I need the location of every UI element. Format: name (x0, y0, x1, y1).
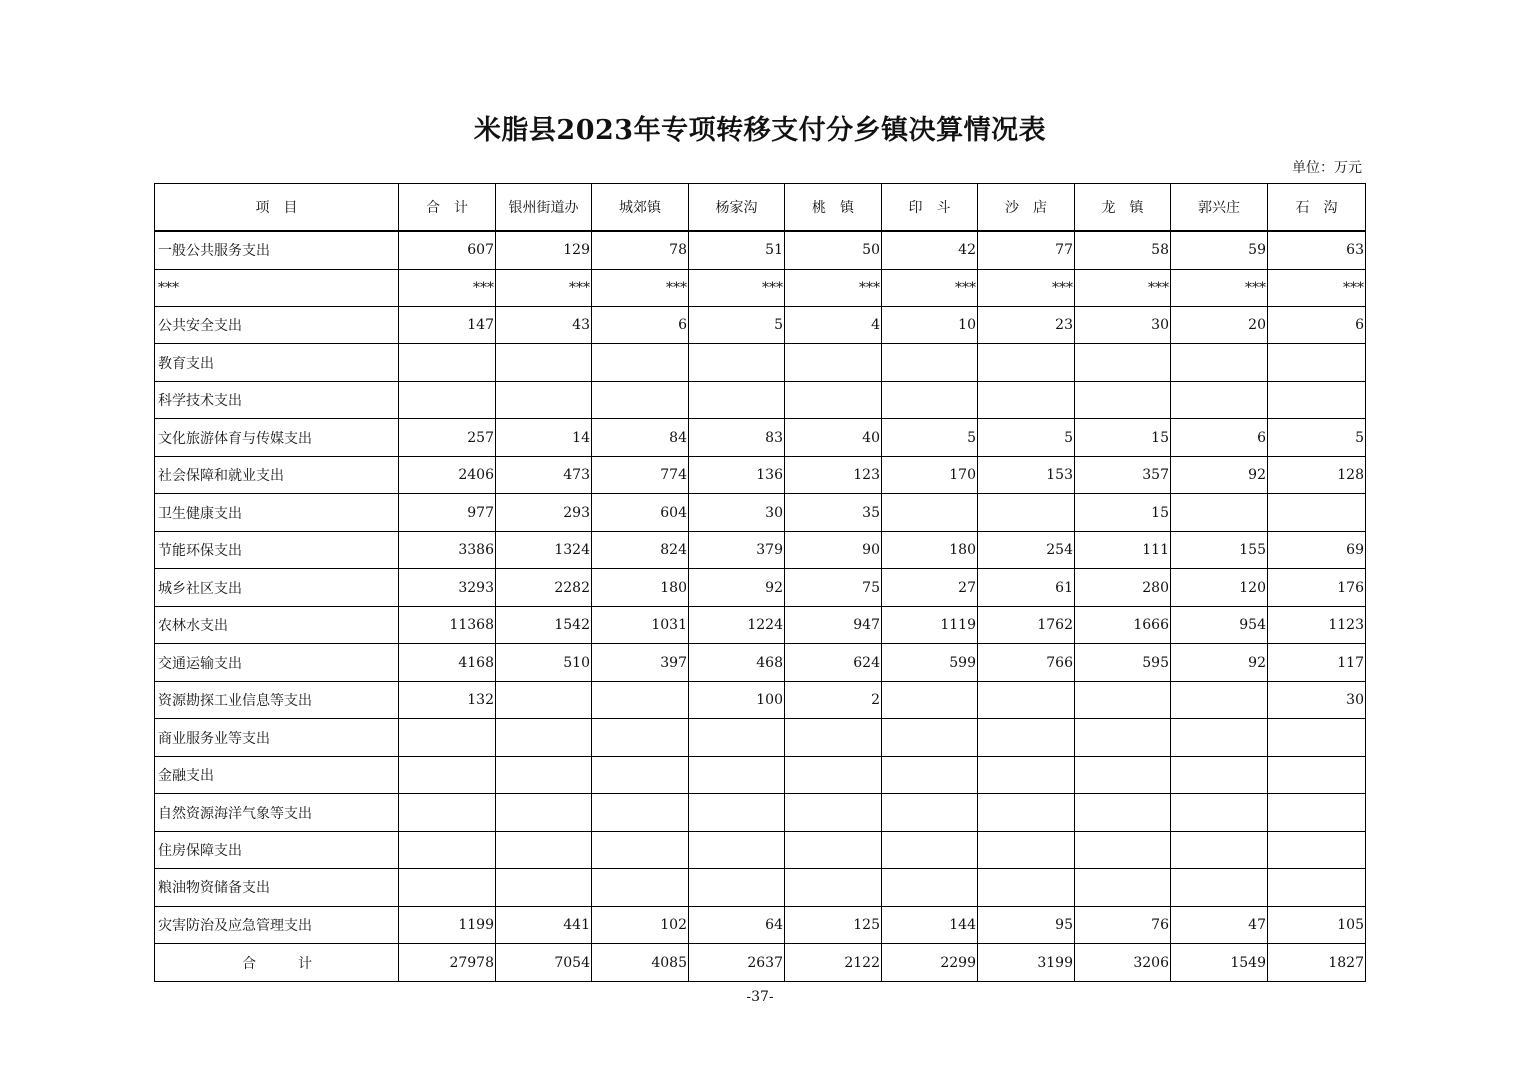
table-cell (1268, 756, 1366, 793)
table-cell (785, 756, 882, 793)
table-cell (689, 869, 785, 906)
table-cell: 132 (399, 681, 496, 718)
table-cell: 954 (1171, 606, 1268, 643)
table-cell (785, 794, 882, 831)
table-row (155, 719, 1366, 756)
column-header: 银州街道办 (496, 184, 592, 232)
row-label: 科学技术支出 (155, 381, 399, 418)
table-cell: 147 (399, 306, 496, 343)
table-cell (399, 756, 496, 793)
column-header: 城郊镇 (592, 184, 689, 232)
table-cell (1075, 381, 1171, 418)
table-cell (689, 381, 785, 418)
table-cell: *** (399, 269, 496, 306)
table-cell: 35 (785, 494, 882, 531)
table-cell: 2282 (496, 569, 592, 606)
unit-label: 单位：万元 (1292, 160, 1362, 176)
table-cell: 129 (496, 231, 592, 269)
total-label: 合 计 (155, 944, 399, 982)
table-cell (1171, 719, 1268, 756)
row-label: 灾害防治及应急管理支出 (155, 906, 399, 943)
row-label: 商业服务业等支出 (155, 719, 399, 756)
table-cell: 3386 (399, 531, 496, 568)
table-row (155, 906, 1366, 943)
table-cell: 473 (496, 456, 592, 493)
table-cell (496, 869, 592, 906)
table-cell: 510 (496, 644, 592, 681)
table-cell (1268, 719, 1366, 756)
table-cell (1171, 681, 1268, 718)
table-cell: *** (1171, 269, 1268, 306)
table-cell: 6 (1171, 419, 1268, 456)
table-cell (1268, 794, 1366, 831)
table-cell (1268, 344, 1366, 381)
table-cell: 77 (978, 231, 1075, 269)
table-cell (1075, 719, 1171, 756)
table-cell (592, 344, 689, 381)
table-cell (496, 681, 592, 718)
row-label: 资源勘探工业信息等支出 (155, 681, 399, 718)
table-cell (785, 381, 882, 418)
table-cell: 76 (1075, 906, 1171, 943)
table-cell: 40 (785, 419, 882, 456)
table-cell: 100 (689, 681, 785, 718)
row-label: 公共安全支出 (155, 306, 399, 343)
table-cell: *** (978, 269, 1075, 306)
table-cell: 379 (689, 531, 785, 568)
table-cell (1075, 756, 1171, 793)
table-cell (496, 756, 592, 793)
table-row (155, 606, 1366, 643)
table-cell: *** (689, 269, 785, 306)
table-cell: 180 (882, 531, 978, 568)
table-cell: 766 (978, 644, 1075, 681)
table-cell (978, 756, 1075, 793)
table-cell (689, 794, 785, 831)
total-cell: 2637 (689, 944, 785, 982)
table-cell: 6 (1268, 306, 1366, 343)
table-cell (1171, 794, 1268, 831)
total-cell: 7054 (496, 944, 592, 982)
table-cell (496, 794, 592, 831)
table-cell: 78 (592, 231, 689, 269)
table-cell: 95 (978, 906, 1075, 943)
row-label: 粮油物资储备支出 (155, 869, 399, 906)
table-cell: *** (1075, 269, 1171, 306)
table-row (155, 869, 1366, 906)
table-cell: 468 (689, 644, 785, 681)
table-cell: 1123 (1268, 606, 1366, 643)
table-cell (882, 794, 978, 831)
table-cell: 170 (882, 456, 978, 493)
table-cell (1075, 794, 1171, 831)
table-cell (399, 381, 496, 418)
table-cell (1268, 381, 1366, 418)
table-cell: 2 (785, 681, 882, 718)
table-cell (882, 869, 978, 906)
column-header-item: 项 目 (155, 184, 399, 232)
total-row (155, 944, 1366, 982)
total-cell: 27978 (399, 944, 496, 982)
table-cell: 14 (496, 419, 592, 456)
table-cell: 23 (978, 306, 1075, 343)
table-cell (785, 719, 882, 756)
page-number: -37- (746, 989, 774, 1005)
table-row (155, 419, 1366, 456)
table-cell (882, 681, 978, 718)
table-cell (978, 869, 1075, 906)
table-cell (1171, 869, 1268, 906)
table-cell: *** (882, 269, 978, 306)
table-cell: 1762 (978, 606, 1075, 643)
table-cell: 47 (1171, 906, 1268, 943)
table-body (155, 231, 1366, 982)
column-header: 桃 镇 (785, 184, 882, 232)
row-label: 教育支出 (155, 344, 399, 381)
total-cell: 2299 (882, 944, 978, 982)
table-cell: 144 (882, 906, 978, 943)
table-cell: 120 (1171, 569, 1268, 606)
table-cell: *** (1268, 269, 1366, 306)
column-header: 合 计 (399, 184, 496, 232)
column-header: 郭兴庄 (1171, 184, 1268, 232)
table-cell: 5 (689, 306, 785, 343)
table-cell: 90 (785, 531, 882, 568)
table-row (155, 231, 1366, 269)
table-cell: 824 (592, 531, 689, 568)
table-cell (785, 831, 882, 868)
table-cell (978, 681, 1075, 718)
table-cell (978, 831, 1075, 868)
table-cell (1171, 831, 1268, 868)
table-cell: 5 (978, 419, 1075, 456)
table-cell (592, 681, 689, 718)
table-cell (399, 719, 496, 756)
table-cell: 257 (399, 419, 496, 456)
table-cell (1268, 494, 1366, 531)
column-header: 石 沟 (1268, 184, 1366, 232)
table-cell: 15 (1075, 494, 1171, 531)
table-cell (882, 719, 978, 756)
table-cell (592, 794, 689, 831)
row-label: 文化旅游体育与传媒支出 (155, 419, 399, 456)
table-row (155, 644, 1366, 681)
table-cell: 64 (689, 906, 785, 943)
table-cell (882, 831, 978, 868)
table-cell: 180 (592, 569, 689, 606)
table-cell: 10 (882, 306, 978, 343)
column-header: 沙 店 (978, 184, 1075, 232)
table-cell: 1031 (592, 606, 689, 643)
table-cell: 5 (1268, 419, 1366, 456)
table-cell (689, 719, 785, 756)
table-cell: 599 (882, 644, 978, 681)
row-label: 交通运输支出 (155, 644, 399, 681)
table-cell (978, 794, 1075, 831)
table-cell: 155 (1171, 531, 1268, 568)
row-label: 金融支出 (155, 756, 399, 793)
table-cell: 30 (1268, 681, 1366, 718)
table-cell: 1666 (1075, 606, 1171, 643)
table-cell: 51 (689, 231, 785, 269)
table-cell: 1119 (882, 606, 978, 643)
table-cell (1268, 831, 1366, 868)
table-cell (592, 381, 689, 418)
table-cell: 624 (785, 644, 882, 681)
table-cell: 27 (882, 569, 978, 606)
table-cell: 357 (1075, 456, 1171, 493)
table-cell (785, 869, 882, 906)
table-row (155, 381, 1366, 418)
row-label: 住房保障支出 (155, 831, 399, 868)
row-label: *** (155, 269, 399, 306)
table-row (155, 344, 1366, 381)
table-cell (496, 344, 592, 381)
table-cell: 1324 (496, 531, 592, 568)
table-cell (1268, 869, 1366, 906)
table-cell (689, 344, 785, 381)
table-cell (882, 494, 978, 531)
row-label: 一般公共服务支出 (155, 231, 399, 269)
row-label: 城乡社区支出 (155, 569, 399, 606)
table-cell (785, 344, 882, 381)
table-cell: 595 (1075, 644, 1171, 681)
table-cell: *** (496, 269, 592, 306)
table-cell (1171, 344, 1268, 381)
table-row (155, 831, 1366, 868)
table-cell: 50 (785, 231, 882, 269)
table-cell (978, 344, 1075, 381)
total-cell: 4085 (592, 944, 689, 982)
table-cell: 43 (496, 306, 592, 343)
row-label: 农林水支出 (155, 606, 399, 643)
table-cell: 92 (1171, 644, 1268, 681)
table-cell: 105 (1268, 906, 1366, 943)
table-cell: 4 (785, 306, 882, 343)
table-cell: 125 (785, 906, 882, 943)
column-header: 印 斗 (882, 184, 978, 232)
table-header (155, 184, 1366, 232)
table-cell: 84 (592, 419, 689, 456)
table-cell (496, 831, 592, 868)
total-cell: 2122 (785, 944, 882, 982)
table-row (155, 306, 1366, 343)
table-cell: 977 (399, 494, 496, 531)
table-cell: 15 (1075, 419, 1171, 456)
table-cell (592, 719, 689, 756)
table-cell: 30 (689, 494, 785, 531)
table-cell (1075, 831, 1171, 868)
total-cell: 1549 (1171, 944, 1268, 982)
table-row (155, 794, 1366, 831)
row-label: 社会保障和就业支出 (155, 456, 399, 493)
table-cell: 92 (1171, 456, 1268, 493)
table-cell (399, 794, 496, 831)
table-cell: 153 (978, 456, 1075, 493)
table-cell (689, 831, 785, 868)
table-cell: 774 (592, 456, 689, 493)
table-cell: 293 (496, 494, 592, 531)
table-cell: 2406 (399, 456, 496, 493)
total-cell: 3206 (1075, 944, 1171, 982)
table-cell: 123 (785, 456, 882, 493)
table-row (155, 681, 1366, 718)
table-cell: 4168 (399, 644, 496, 681)
table-cell: 102 (592, 906, 689, 943)
table-cell (399, 344, 496, 381)
table-cell (399, 869, 496, 906)
table-cell: 59 (1171, 231, 1268, 269)
table-cell: 20 (1171, 306, 1268, 343)
column-header: 龙 镇 (1075, 184, 1171, 232)
table-cell: 441 (496, 906, 592, 943)
table-cell: 58 (1075, 231, 1171, 269)
table-cell: 6 (592, 306, 689, 343)
table-cell (592, 831, 689, 868)
table-cell: 3293 (399, 569, 496, 606)
table-row (155, 456, 1366, 493)
table-cell: 128 (1268, 456, 1366, 493)
table-cell (1171, 494, 1268, 531)
table-cell: 75 (785, 569, 882, 606)
table-cell: 92 (689, 569, 785, 606)
table-cell: 83 (689, 419, 785, 456)
table-cell: 111 (1075, 531, 1171, 568)
table-cell: 604 (592, 494, 689, 531)
table-cell: 63 (1268, 231, 1366, 269)
table-cell: 42 (882, 231, 978, 269)
table-cell (978, 719, 1075, 756)
table-cell (496, 719, 592, 756)
table-cell: 11368 (399, 606, 496, 643)
table-cell: 5 (882, 419, 978, 456)
table-cell: 136 (689, 456, 785, 493)
header-row (155, 184, 1366, 232)
table-cell: 280 (1075, 569, 1171, 606)
table-cell (1075, 344, 1171, 381)
table-cell: 1542 (496, 606, 592, 643)
table-cell: *** (592, 269, 689, 306)
table-cell: 1224 (689, 606, 785, 643)
total-cell: 1827 (1268, 944, 1366, 982)
table-row (155, 531, 1366, 568)
row-label: 卫生健康支出 (155, 494, 399, 531)
table-cell (978, 494, 1075, 531)
table-row (155, 494, 1366, 531)
table-cell: 117 (1268, 644, 1366, 681)
table-cell (882, 756, 978, 793)
table-row (155, 269, 1366, 306)
table-cell: 69 (1268, 531, 1366, 568)
table-cell (592, 756, 689, 793)
table-cell (1075, 681, 1171, 718)
table-cell (592, 869, 689, 906)
table-cell (496, 381, 592, 418)
table-row (155, 756, 1366, 793)
row-label: 自然资源海洋气象等支出 (155, 794, 399, 831)
table-cell: 254 (978, 531, 1075, 568)
table-cell: 1199 (399, 906, 496, 943)
table-cell (882, 344, 978, 381)
table-cell (689, 756, 785, 793)
row-label: 节能环保支出 (155, 531, 399, 568)
table-cell: 397 (592, 644, 689, 681)
table-cell (1171, 756, 1268, 793)
page-title: 米脂县2023年专项转移支付分乡镇决算情况表 (473, 115, 1047, 146)
table-row (155, 569, 1366, 606)
table-cell (399, 831, 496, 868)
table-cell: 30 (1075, 306, 1171, 343)
table-cell: 61 (978, 569, 1075, 606)
table-cell: *** (785, 269, 882, 306)
transfer-payment-table (154, 183, 1366, 982)
table-cell: 607 (399, 231, 496, 269)
total-cell: 3199 (978, 944, 1075, 982)
table-cell (882, 381, 978, 418)
table-cell (1171, 381, 1268, 418)
table-cell (1075, 869, 1171, 906)
table-cell: 947 (785, 606, 882, 643)
column-header: 杨家沟 (689, 184, 785, 232)
table-cell: 176 (1268, 569, 1366, 606)
table-cell (978, 381, 1075, 418)
